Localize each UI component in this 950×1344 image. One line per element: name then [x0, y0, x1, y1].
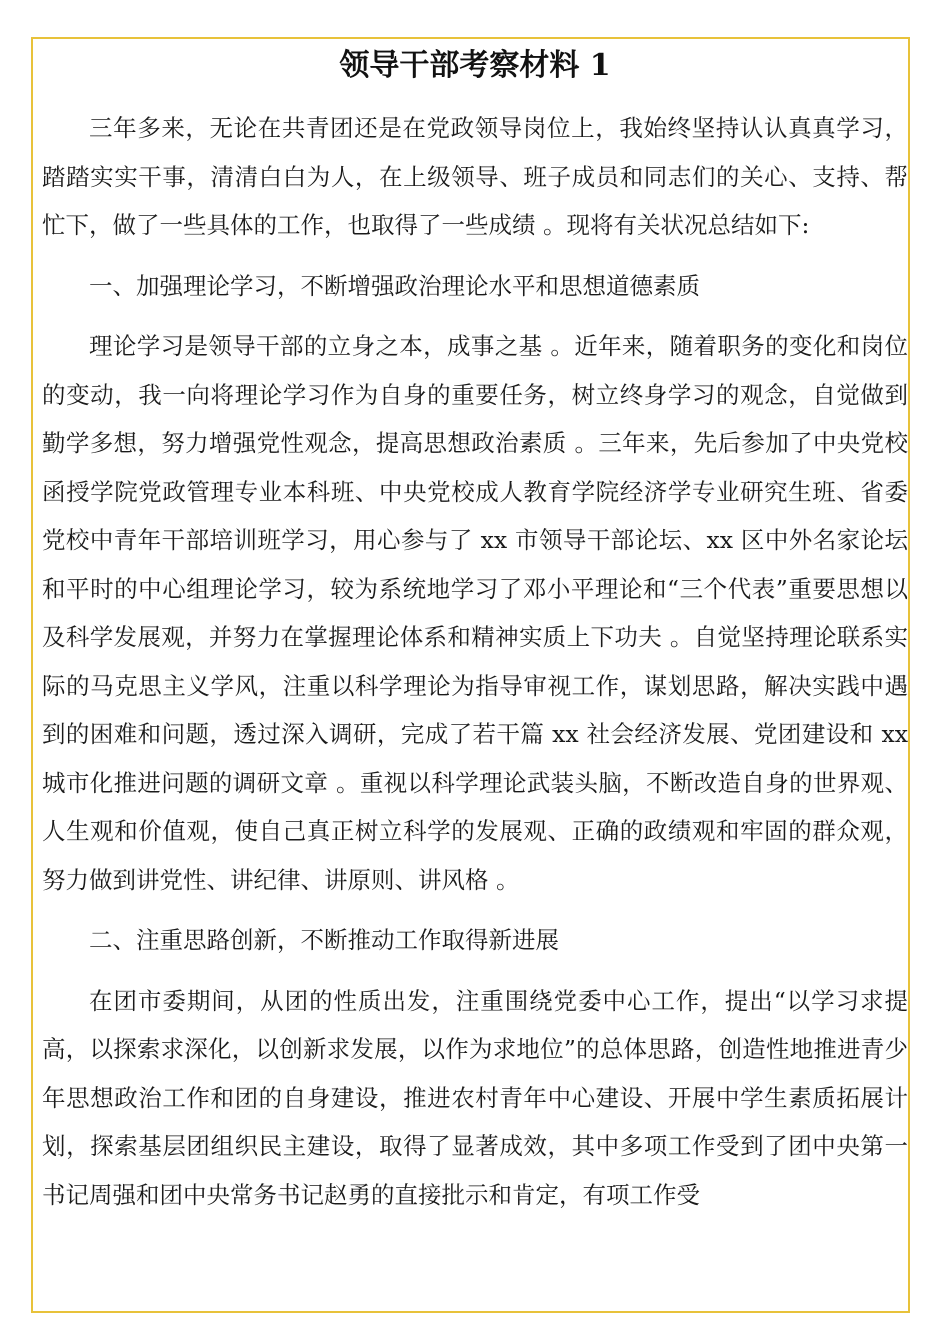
section-heading-1: 一、加强理论学习，不断增强政治理论水平和思想道德素质 — [89, 271, 700, 300]
section-heading-2: 二、注重思路创新，不断推动工作取得新进展 — [89, 926, 559, 954]
paragraph-youth-league: 在团市委期间，从团的性质出发，注重围绕党委中心工作，提出“以学习求提高，以探索求深化，以创新求发展，以作为求地位”的总体思路，创造性地推进青少年思想政治工作和团的自身建设，推进农村青年中心建设、开展中学生素质拓展计划，探索基层团组织民主建设，取得了显著成效，其中多项工作受到了团中央第一书记周强和团中央常务书记赵勇的直接批示和肯定，有项工作受 — [42, 986, 908, 1209]
paragraph-intro: 三年多来，无论在共青团还是在党政领导岗位上，我始终坚持认认真真学习，踏踏实实干事，清清白白为人，在上级领导、班子成员和同志们的关心、支持、帮忙下，做了一些具体的工作，也取得了一些成绩 。现将有关状况总结如下: — [42, 114, 908, 239]
paragraph-theory-study: 理论学习是领导干部的立身之本，成事之基 。近年来，随着职务的变化和岗位的变动，我一向将理论学习作为自身的重要任务，树立终身学习的观念，自觉做到勤学多想，努力增强党性观念，提高思想政治素质 。三年来，先后参加了中央党校函授学院党政管理专业本科班、中央党校成人教育学院经济学专业研究生班、省委党校中青年干部培训班学习，用心参与了 xx 市领导干部论坛、xx 区中外名家论坛和平时的中心组理论学习，较为系统地学习了邓小平理论和“三个代表”重要思想以及科学发展观，并努力在掌握理论体系和精神实质上下功夫 。自觉坚持理论联系实际的马克思主义学风，注重以科学理论为指导审视工作，谋划思路，解决实践中遇到的困难和问题，透过深入调研，完成了若干篇 xx 社会经济发展、党团建设和 xx 城市化推进问题的调研文章 。重视以科学理论武装头脑，不断改造自身的世界观、人生观和价值观，使自己真正树立科学的发展观、正确的政绩观和牢固的群众观，努力做到讲党性、讲纪律、讲原则、讲风格 。 — [42, 332, 908, 894]
document-body — [42, 104, 908, 1231]
document-title: 领导干部考察材料 1 — [339, 48, 611, 83]
